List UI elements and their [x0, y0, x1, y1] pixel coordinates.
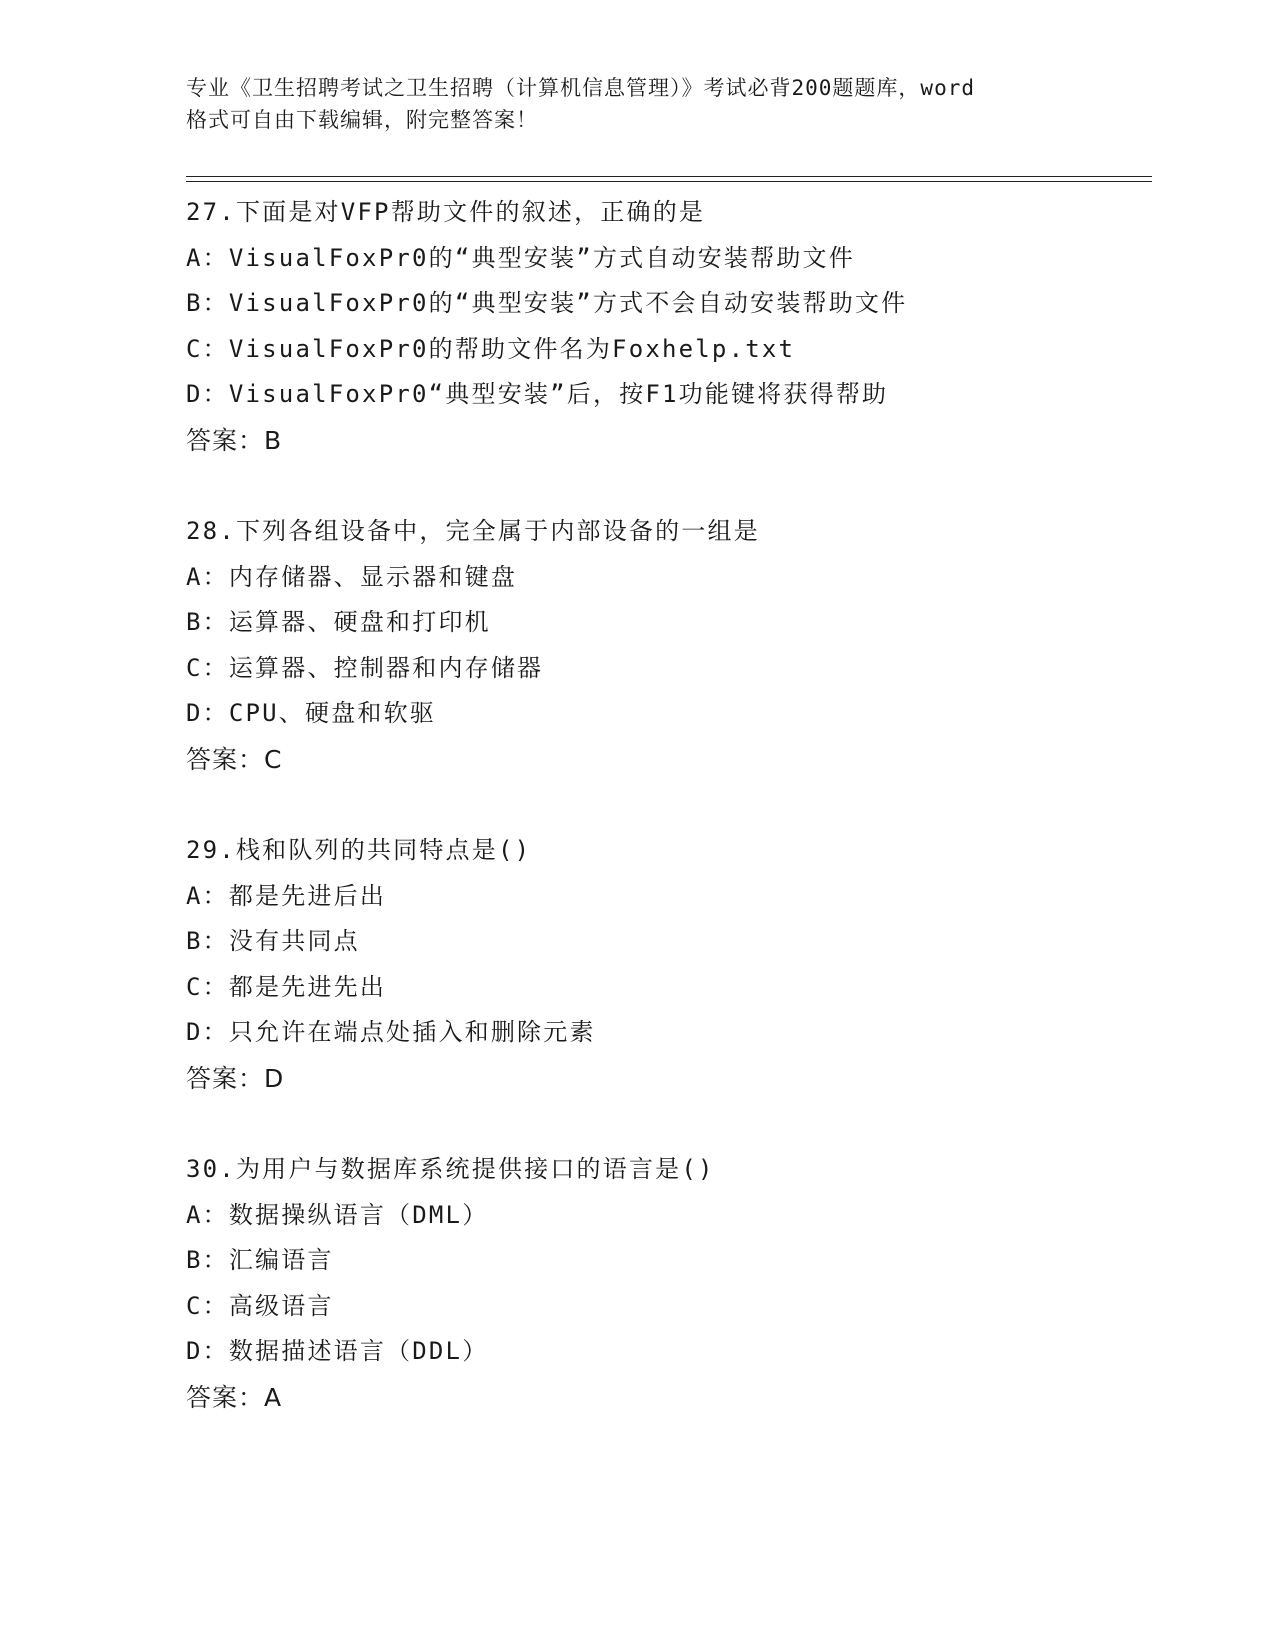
option-a: A：数据操纵语言（DML）: [186, 1200, 489, 1229]
option-a: A：都是先进后出: [186, 881, 387, 910]
question-block-30: [186, 1147, 1166, 1420]
question-block-28: [186, 509, 1166, 782]
option-c: C：高级语言: [186, 1291, 334, 1320]
question-stem: 29.栈和队列的共同特点是(): [186, 836, 532, 864]
answer-line: 答案：C: [186, 744, 283, 774]
header-line-2: 格式可自由下载编辑，附完整答案！: [186, 108, 538, 132]
question-block-27: [186, 190, 1166, 463]
answer-line: 答案：A: [186, 1382, 283, 1412]
option-d: D：只允许在端点处插入和删除元素: [186, 1018, 596, 1046]
question-stem: 30.为用户与数据库系统提供接口的语言是(): [186, 1155, 715, 1183]
header-divider-bottom: [186, 181, 1152, 182]
answer-line: 答案：B: [186, 425, 283, 455]
header-line-1: 专业《卫生招聘考试之卫生招聘（计算机信息管理）》考试必背200题题库，word: [186, 76, 975, 100]
option-a: A：内存储器、显示器和键盘: [186, 562, 518, 591]
document-header: [186, 72, 1086, 136]
option-c: C：运算器、控制器和内存储器: [186, 653, 544, 682]
option-d: D：VisualFoxPr0“典型安装”后，按F1功能键将获得帮助: [186, 380, 889, 408]
option-b: B：汇编语言: [186, 1246, 334, 1274]
question-list: [186, 190, 1166, 1466]
option-b: B：没有共同点: [186, 927, 360, 955]
header-divider-top: [186, 176, 1152, 177]
option-c: C：都是先进先出: [186, 972, 387, 1001]
option-d: D：CPU、硬盘和软驱: [186, 699, 436, 727]
option-a: A：VisualFoxPr0的“典型安装”方式自动安装帮助文件: [186, 243, 855, 272]
option-d: D：数据描述语言（DDL）: [186, 1337, 489, 1365]
question-stem: 28.下列各组设备中，完全属于内部设备的一组是: [186, 517, 760, 545]
question-stem: 27.下面是对VFP帮助文件的叙述，正确的是: [186, 198, 706, 226]
answer-line: 答案：D: [186, 1063, 285, 1093]
option-b: B：VisualFoxPr0的“典型安装”方式不会自动安装帮助文件: [186, 289, 908, 317]
option-c: C：VisualFoxPr0的帮助文件名为Foxhelp.txt: [186, 334, 796, 363]
option-b: B：运算器、硬盘和打印机: [186, 608, 491, 636]
question-block-29: [186, 828, 1166, 1101]
